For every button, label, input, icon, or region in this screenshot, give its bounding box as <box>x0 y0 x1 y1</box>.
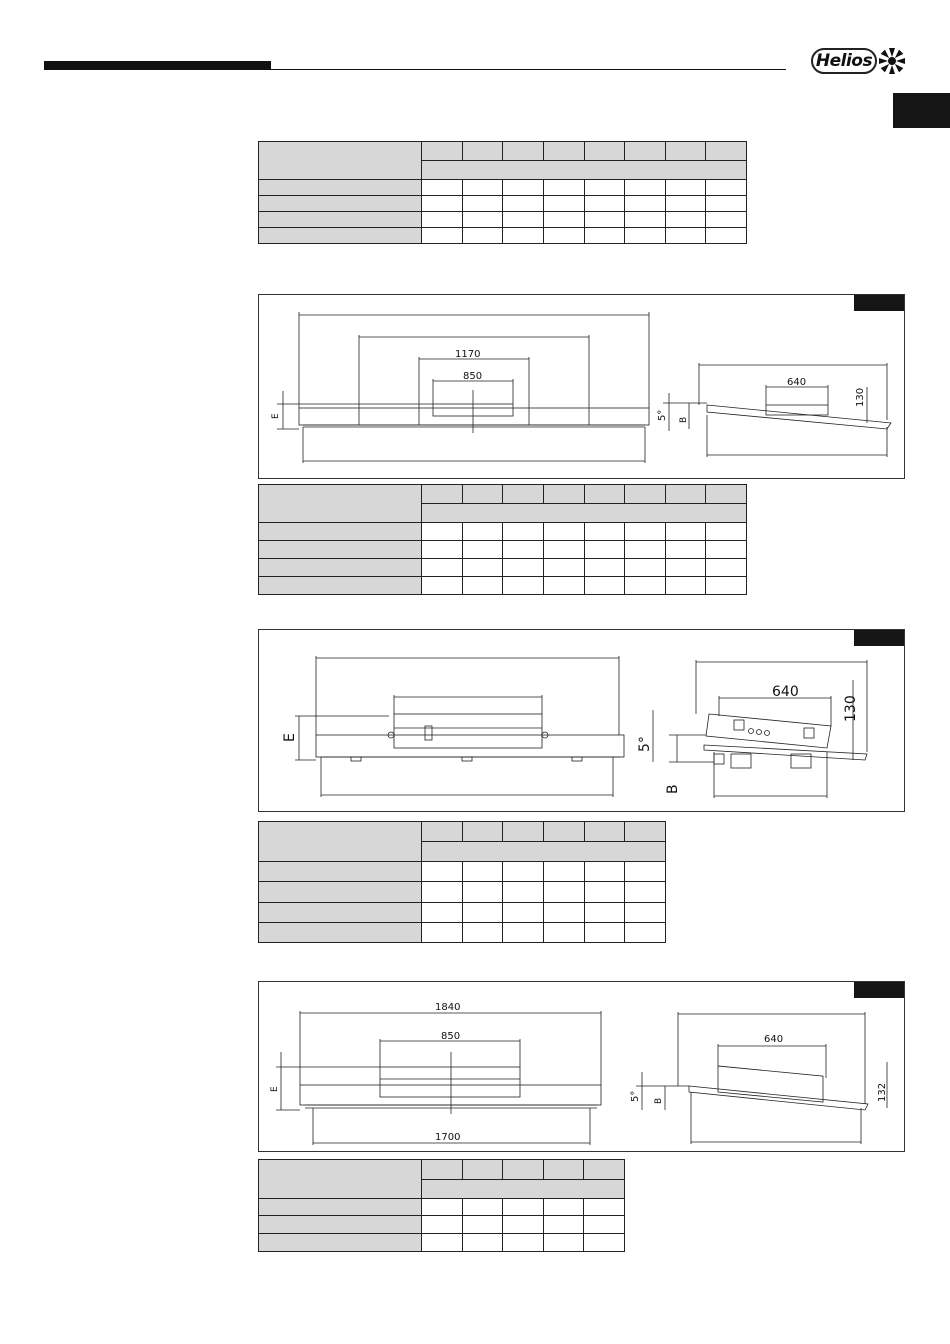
logo-wordmark: Helios <box>811 48 877 74</box>
dim-label: 850 <box>463 371 483 382</box>
dim-label: 1170 <box>455 349 481 360</box>
drawing-panel-2 <box>258 629 905 812</box>
dim-label-e: E <box>270 1086 280 1092</box>
dim-label-b: B <box>679 416 689 423</box>
dim-label-b: B <box>654 1097 664 1104</box>
technical-drawing-1 <box>259 295 906 480</box>
fan-icon <box>878 46 906 76</box>
header-rule-thick <box>44 61 271 70</box>
dim-label: 640 <box>787 377 807 388</box>
dim-label: 1840 <box>435 1002 461 1013</box>
spec-table-2 <box>258 484 747 595</box>
spec-table-1 <box>258 141 747 244</box>
dim-label-e: E <box>282 733 298 742</box>
dim-label: 640 <box>772 684 799 700</box>
header-rule-thin <box>271 69 786 70</box>
technical-drawing-2 <box>259 630 906 813</box>
angle-label: 5° <box>657 409 668 421</box>
angle-label: 5° <box>630 1090 641 1102</box>
spec-table-3 <box>258 821 666 943</box>
dim-label-e: E <box>271 413 281 419</box>
dim-label: 132 <box>877 1082 888 1102</box>
dim-label: 1700 <box>435 1132 461 1143</box>
angle-label: 5° <box>637 736 653 752</box>
dim-label: 850 <box>441 1031 461 1042</box>
helios-logo <box>806 44 906 78</box>
section-tab <box>893 93 950 128</box>
dim-label: 640 <box>764 1034 784 1045</box>
spec-table-4 <box>258 1159 625 1252</box>
dim-label-b: B <box>665 784 681 794</box>
dim-label: 130 <box>843 695 859 722</box>
drawing-panel-3 <box>258 981 905 1152</box>
technical-drawing-3 <box>259 982 906 1153</box>
dim-label: 130 <box>855 387 866 407</box>
drawing-panel-1 <box>258 294 905 479</box>
